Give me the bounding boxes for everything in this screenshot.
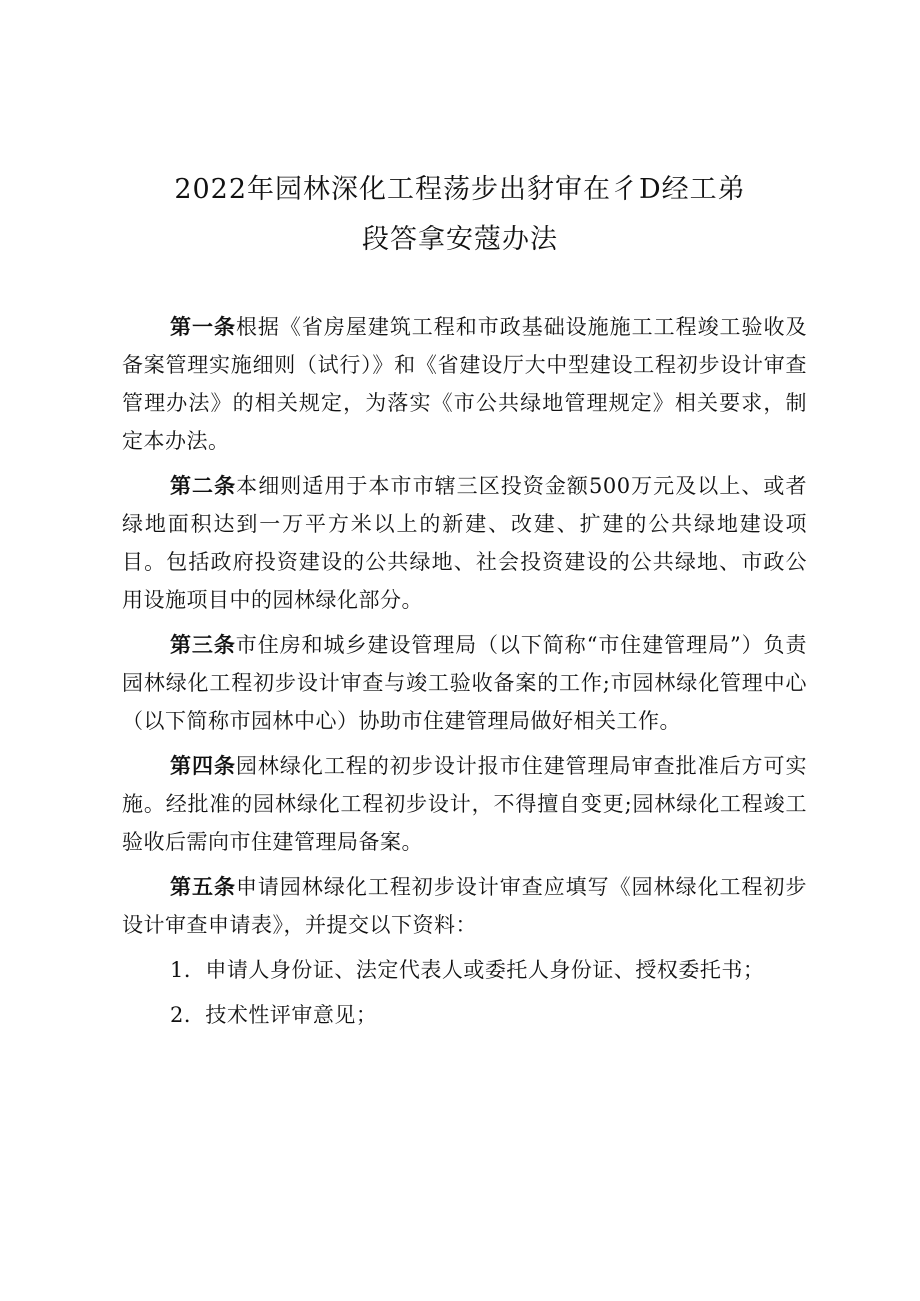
list-item-1: 1．申请人身份证、法定代表人或委托人身份证、授权委托书； — [170, 958, 765, 982]
article-2 — [122, 467, 807, 619]
article-label: 第五条 — [170, 875, 236, 899]
article-label: 第二条 — [170, 474, 237, 498]
list-item-2: 2．技术性评审意见； — [170, 1003, 378, 1027]
article-5 — [122, 868, 807, 944]
article-4 — [122, 747, 807, 861]
article-3 — [122, 626, 807, 740]
document-title-line-1: 2022年园林深化工程荡步出豺审在彳D经工弟 — [174, 174, 746, 205]
article-text: 根据《省房屋建筑工程和市政基础设施施工工程竣工验收及备案管理实施细则（试行）》和《省建设厅大中型建设工程初步设计审查管理办法》的相关规定，为落实《市公共绿地管理规定》相关要求，制定本办法。 — [122, 315, 808, 453]
article-text: 本细则适用于本市市辖三区投资金额500万元及以上、或者绿地面积达到一万平方米以上的新建、改建、扩建的公共绿地建设项目。包括政府投资建设的公共绿地、社会投资建设的公共绿地、市政公用设施项目中的园林绿化部分。 — [122, 474, 807, 612]
article-label: 第四条 — [170, 754, 236, 778]
article-text: 园林绿化工程的初步设计报市住建管理局审查批准后方可实施。经批准的园林绿化工程初步设计，不得擅自变更;园林绿化工程竣工验收后需向市住建管理局备案。 — [122, 754, 808, 854]
article-label: 第一条 — [170, 315, 236, 339]
article-1 — [122, 308, 807, 460]
article-text: 申请园林绿化工程初步设计审查应填写《园林绿化工程初步设计审查申请表》，并提交以下资料： — [122, 875, 808, 937]
article-label: 第三条 — [170, 633, 236, 657]
article-text: 市住房和城乡建设管理局（以下简称“市住建管理局”）负责园林绿化工程初步设计审查与竣工验收备案的工作;市园林绿化管理中心（以下简称市园林中心）协助市住建管理局做好相关工作。 — [122, 633, 807, 733]
document-title-line-2: 段答拿安蔻办法 — [362, 224, 558, 255]
document-body — [122, 308, 807, 1041]
